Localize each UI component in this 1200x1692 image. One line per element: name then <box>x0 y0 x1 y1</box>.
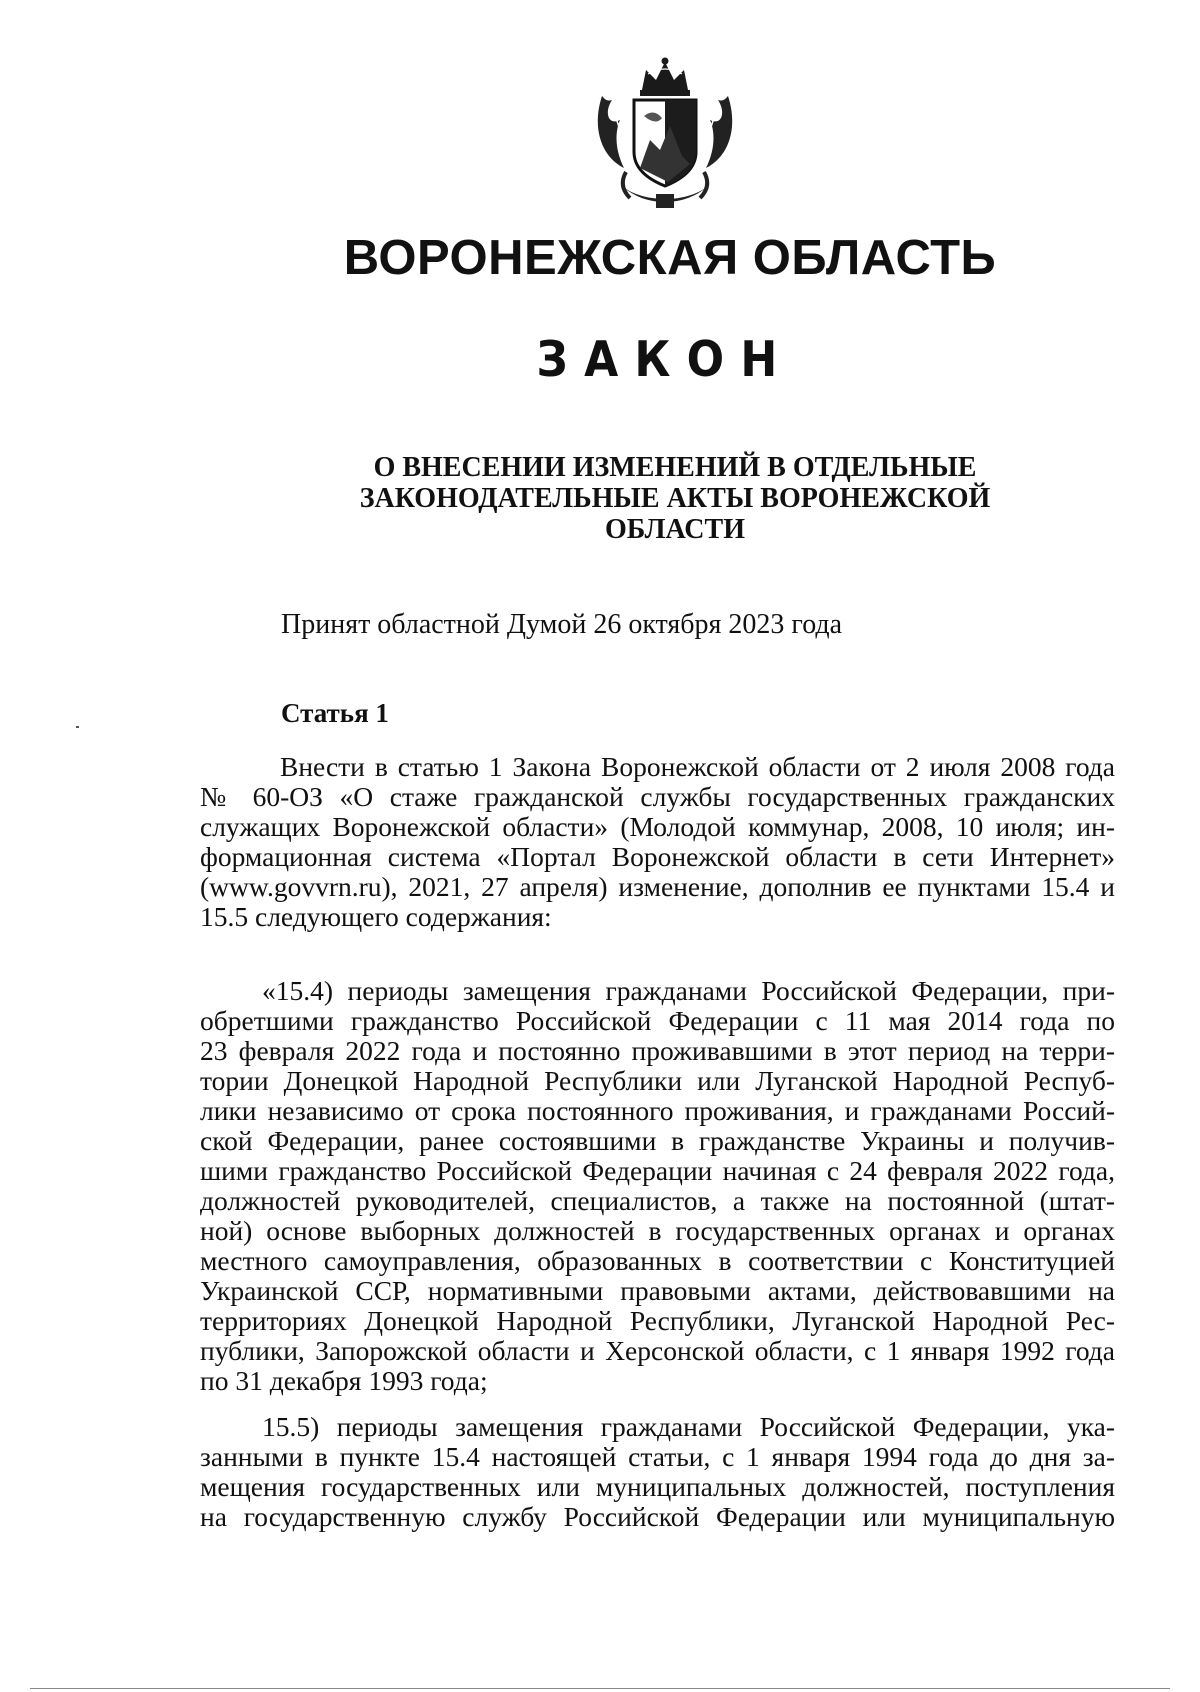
text-line: Внести в статью 1 Закона Воронежской области от 2 июля 2008 года <box>280 751 1115 782</box>
text-line: служащих Воронежской области» (Молодой коммунар, 2008, 10 июля; ин- <box>200 811 1115 842</box>
scan-speck <box>76 726 79 728</box>
text-line: на государственную службу Российской Федерации или муниципальную <box>200 1501 1115 1532</box>
text-line: публики, Запорожской области и Херсонской области, с 1 января 1992 года <box>200 1335 1115 1366</box>
text-line: должностей руководителей, специалистов, а также на постоянной (штат- <box>200 1185 1115 1216</box>
text-line: по 31 декабря 1993 года; <box>200 1365 488 1396</box>
text-line: № 60-ОЗ «О стаже гражданской службы государственных гражданских <box>200 781 1115 812</box>
page-edge-line <box>30 1688 1170 1689</box>
paragraph-amendment-intro <box>200 752 1115 932</box>
text-line: (www.govvrn.ru), 2021, 27 апреля) изменение, дополнив ее пунктами 15.4 и <box>200 871 1115 902</box>
law-title-line: ЗАКОНОДАТЕЛЬНЫЕ АКТЫ ВОРОНЕЖСКОЙ <box>359 483 991 514</box>
law-title-line: О ВНЕСЕНИИ ИЗМЕНЕНИЙ В ОТДЕЛЬНЫЕ <box>373 452 977 483</box>
text-line: мещения государственных или муниципальных должностей, поступления <box>200 1471 1115 1502</box>
text-line: шими гражданство Российской Федерации начиная с 24 февраля 2022 года, <box>200 1155 1115 1186</box>
text-line: территориях Донецкой Народной Республики, Луганской Народной Рес- <box>200 1305 1115 1336</box>
text-line: местного самоуправления, образованных в соответствии с Конституцией <box>200 1245 1115 1276</box>
text-line: занными в пункте 15.4 настоящей статьи, с 1 января 1994 года до дня за- <box>200 1441 1115 1472</box>
text-line: тории Донецкой Народной Республики или Луганской Народной Респуб- <box>200 1065 1115 1096</box>
text-line: 15.5) периоды замещения гражданами Российской Федерации, ука- <box>262 1411 1115 1442</box>
paragraph-15-5 <box>200 1412 1115 1532</box>
paragraph-15-4 <box>200 976 1115 1396</box>
text-line: Украинской ССР, нормативными правовыми актами, действовавшими на <box>200 1275 1115 1306</box>
text-line: лики независимо от срока постоянного проживания, и гражданами Россий- <box>200 1095 1115 1126</box>
text-line: ной) основе выборных должностей в государственных органах и органах <box>200 1215 1115 1246</box>
article-heading: Статья 1 <box>281 698 389 728</box>
law-title <box>330 452 1020 545</box>
text-line: «15.4) периоды замещения гражданами Российской Федерации, при- <box>262 975 1115 1006</box>
text-line: 23 февраля 2022 года и постоянно проживавшими в этот период на терри- <box>200 1035 1115 1066</box>
text-line: ской Федерации, ранее состоявшими в гражданстве Украины и получив- <box>200 1125 1115 1156</box>
region-title: ВОРОНЕЖСКАЯ ОБЛАСТЬ <box>343 231 997 285</box>
law-title-line: ОБЛАСТИ <box>605 514 745 545</box>
text-line: 15.5 следующего содержания: <box>200 901 552 932</box>
text-line: обретшими гражданство Российской Федерации с 11 мая 2014 года по <box>200 1005 1115 1036</box>
document-type: ЗАКОН <box>536 331 794 388</box>
adoption-note: Принят областной Думой 26 октября 2023 года <box>281 609 843 640</box>
coat-of-arms-icon <box>590 56 740 212</box>
text-line: формационная система «Портал Воронежской области в сети Интернет» <box>200 841 1115 872</box>
